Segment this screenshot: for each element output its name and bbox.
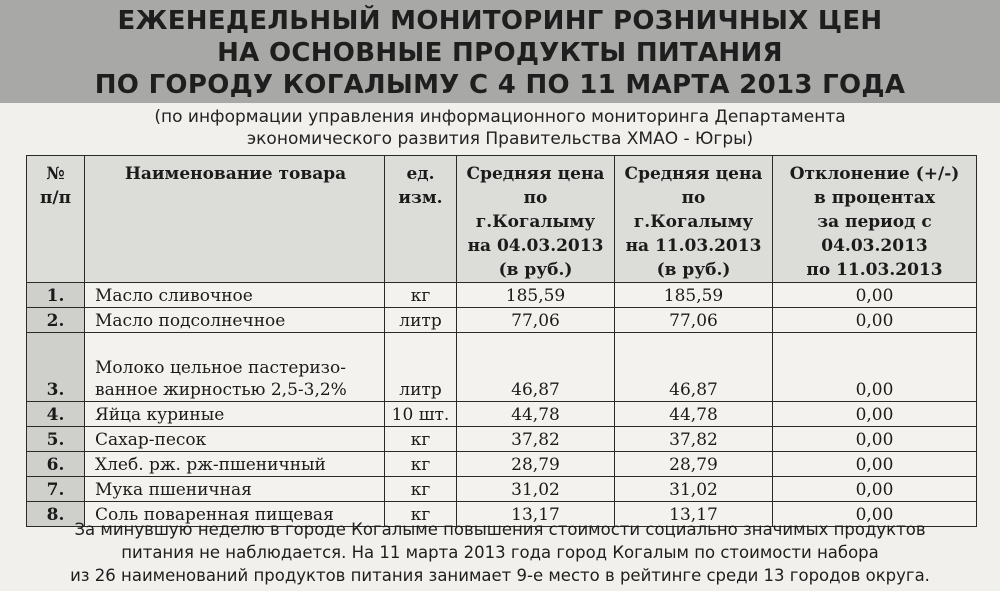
title-line-3: ПО ГОРОДУ КОГАЛЫМУ С 4 ПО 11 МАРТА 2013 ГОДА — [94, 70, 906, 100]
footnote-line-2: питания не наблюдается. На 11 марта 2013 года город Когалым по стоимости набора — [121, 543, 879, 562]
product-name — [85, 477, 385, 502]
unit-cell: литр — [385, 308, 457, 333]
title-banner — [0, 0, 1000, 103]
unit-cell: кг — [385, 283, 457, 308]
row-number: 4. — [27, 402, 85, 427]
product-name — [85, 308, 385, 333]
product-name-line: Соль поваренная пищевая — [95, 505, 334, 525]
price-1103-cell: 28,79 — [615, 452, 773, 477]
table-body — [27, 283, 977, 527]
col-header-name: Наименование товара — [85, 156, 385, 283]
table-row — [27, 308, 977, 333]
price-1103-cell: 31,02 — [615, 477, 773, 502]
table-row — [27, 427, 977, 452]
deviation-cell: 0,00 — [773, 502, 977, 527]
price-1103-cell: 44,78 — [615, 402, 773, 427]
col-header-price-1103: Средняя цена по г.Когалыму на 11.03.2013 (в руб.) — [615, 156, 773, 283]
col-header-deviation: Отклонение (+/-) в процентах за период с 04.03.2013 по 11.03.2013 — [773, 156, 977, 283]
title-line-1: ЕЖЕНЕДЕЛЬНЫЙ МОНИТОРИНГ РОЗНИЧНЫХ ЦЕН — [117, 6, 883, 36]
price-1103-cell: 46,87 — [615, 333, 773, 402]
deviation-cell: 0,00 — [773, 283, 977, 308]
product-name-line: ванное жирностью 2,5-3,2% — [95, 380, 347, 400]
product-name-line: Молоко цельное пастеризо- — [95, 358, 346, 378]
source-line-1: (по информации управления информационного мониторинга Департамента — [154, 107, 846, 127]
unit-cell: кг — [385, 427, 457, 452]
table-row — [27, 402, 977, 427]
table-row — [27, 283, 977, 308]
price-0403-cell: 31,02 — [457, 477, 615, 502]
row-number: 5. — [27, 427, 85, 452]
deviation-cell: 0,00 — [773, 427, 977, 452]
price-0403-cell: 28,79 — [457, 452, 615, 477]
price-0403-cell: 185,59 — [457, 283, 615, 308]
title-line-2: НА ОСНОВНЫЕ ПРОДУКТЫ ПИТАНИЯ — [217, 38, 783, 68]
unit-cell: кг — [385, 477, 457, 502]
col-header-price-0403: Средняя цена по г.Когалыму на 04.03.2013 (в руб.) — [457, 156, 615, 283]
product-name — [85, 427, 385, 452]
row-number: 3. — [27, 333, 85, 402]
price-1103-cell: 185,59 — [615, 283, 773, 308]
deviation-cell: 0,00 — [773, 333, 977, 402]
product-name — [85, 283, 385, 308]
table-row — [27, 452, 977, 477]
unit-cell: кг — [385, 502, 457, 527]
row-number: 8. — [27, 502, 85, 527]
price-1103-cell: 77,06 — [615, 308, 773, 333]
table-header-row — [27, 156, 977, 283]
row-number: 6. — [27, 452, 85, 477]
table-row — [27, 333, 977, 402]
deviation-cell: 0,00 — [773, 477, 977, 502]
unit-cell: 10 шт. — [385, 402, 457, 427]
row-number: 7. — [27, 477, 85, 502]
unit-cell: кг — [385, 452, 457, 477]
product-name-line: Яйца куриные — [95, 405, 225, 425]
deviation-cell: 0,00 — [773, 452, 977, 477]
product-name — [85, 452, 385, 477]
price-1103-cell: 13,17 — [615, 502, 773, 527]
footnote-line-1: За минувшую неделю в городе Когалыме повышения стоимости социально значимых продуктов — [74, 520, 926, 539]
col-header-unit: ед. изм. — [385, 156, 457, 283]
deviation-cell: 0,00 — [773, 402, 977, 427]
product-name-line: Сахар-песок — [95, 430, 207, 450]
price-0403-cell: 37,82 — [457, 427, 615, 452]
source-line-2: экономического развития Правительства ХМАО - Югры) — [246, 129, 754, 149]
col-header-num: № п/п — [27, 156, 85, 283]
price-table — [26, 155, 977, 527]
product-name — [85, 333, 385, 402]
product-name-line: Хлеб. рж. рж-пшеничный — [95, 455, 326, 475]
product-name-line: Мука пшеничная — [95, 480, 252, 500]
product-name-line: Масло сливочное — [95, 286, 253, 306]
table-row — [27, 477, 977, 502]
price-0403-cell: 46,87 — [457, 333, 615, 402]
price-1103-cell: 37,82 — [615, 427, 773, 452]
price-0403-cell: 13,17 — [457, 502, 615, 527]
row-number: 2. — [27, 308, 85, 333]
unit-cell: литр — [385, 333, 457, 402]
product-name-line: Масло подсолнечное — [95, 311, 286, 331]
product-name — [85, 402, 385, 427]
footnote-line-3: из 26 наименований продуктов питания занимает 9-е место в рейтинге среди 13 городов округа. — [70, 566, 930, 585]
price-0403-cell: 77,06 — [457, 308, 615, 333]
row-number: 1. — [27, 283, 85, 308]
deviation-cell: 0,00 — [773, 308, 977, 333]
price-0403-cell: 44,78 — [457, 402, 615, 427]
